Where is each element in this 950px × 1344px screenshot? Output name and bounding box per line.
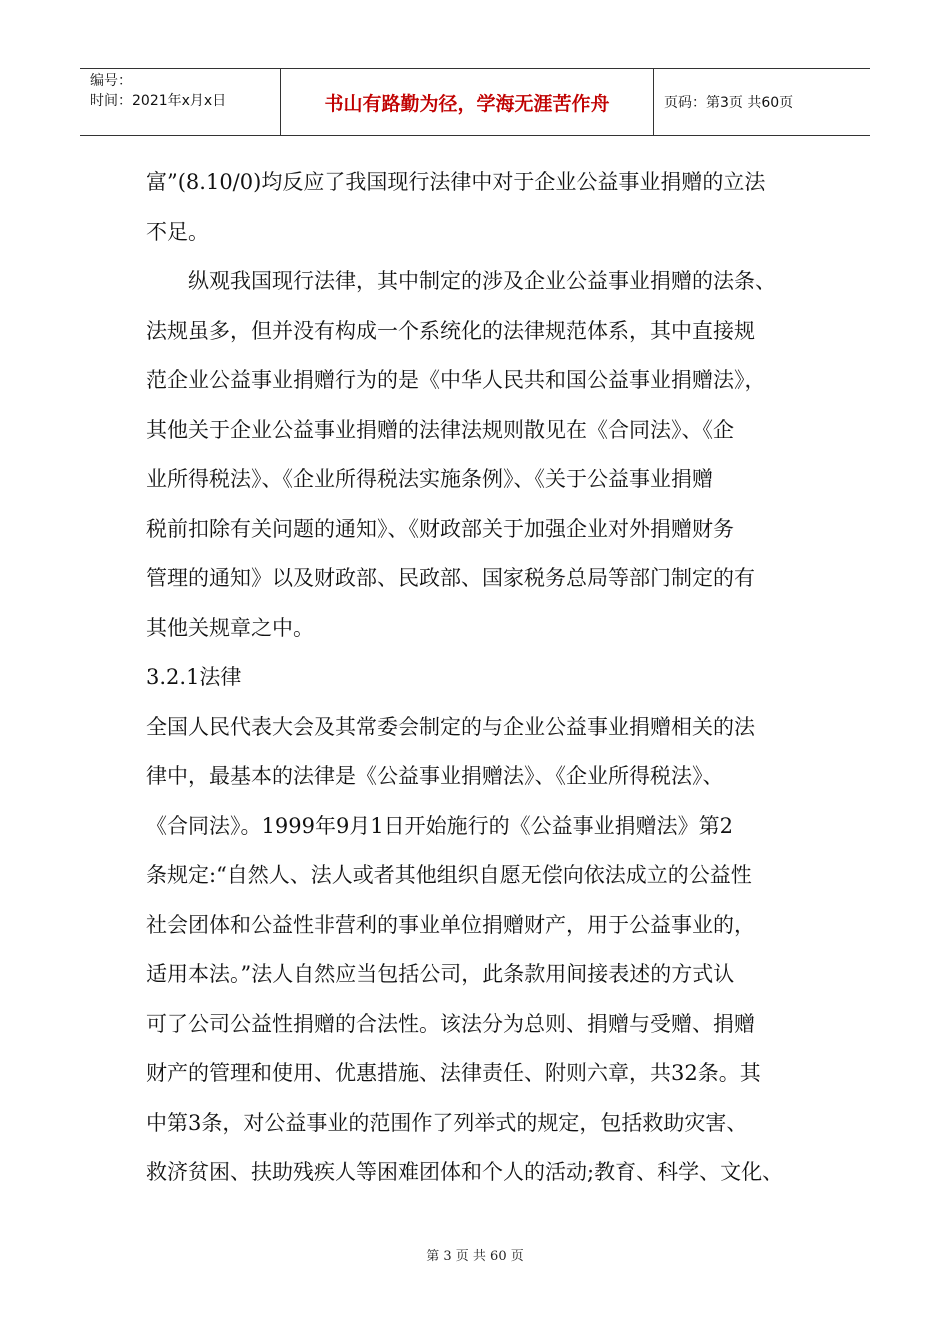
body-line: 可了公司公益性捐赠的合法性。该法分为总则、捐赠与受赠、捐赠 [146, 1011, 755, 1036]
body-line: 律中，最基本的法律是《公益事业捐赠法》、《企业所得税法》、 [146, 764, 724, 788]
body-line: 条规定:“自然人、法人或者其他组织自愿无偿向依法成立的公益性 [146, 863, 752, 887]
header-page-info: 页码：第3页 共60页 [664, 95, 794, 111]
body-line: 法规虽多，但并没有构成一个系统化的法律规范体系，其中直接规 [146, 318, 755, 343]
body-line: 其他关于企业公益事业捐赠的法律法规则散见在《合同法》、《企 [146, 417, 734, 442]
header-motto: 书山有路勤为径，学海无涯苦作舟 [281, 69, 654, 135]
page-footer: 第 3 页 共 60 页 [426, 1249, 524, 1264]
body-line: 业所得税法》、《企业所得税法实施条例》、《关于公益事业捐赠 [146, 467, 713, 491]
body-line: 范企业公益事业捐赠行为的是《中华人民共和国公益事业捐赠法》， [146, 368, 766, 392]
doc-number-label: 编号： [90, 73, 132, 89]
body-line: 不足。 [146, 219, 209, 244]
body-line: 税前扣除有关问题的通知》、《财政部关于加强企业对外捐赠财务 [146, 516, 734, 541]
body-line: 其他关规章之中。 [146, 615, 314, 640]
header-meta [80, 69, 281, 135]
body-line: 财产的管理和使用、优惠措施、法律责任、附则六章，共32条。其 [146, 1061, 761, 1085]
body-line: 《合同法》。1999年9月1日开始施行的《公益事业捐赠法》第2 [146, 813, 734, 838]
section-heading: 3.2.1法律 [146, 665, 242, 689]
doc-time-label: 时间：2021年x月x日 [90, 93, 227, 109]
body-line: 纵观我国现行法律，其中制定的涉及企业公益事业捐赠的法条、 [146, 269, 776, 293]
header-table [80, 68, 870, 136]
document-body [146, 158, 826, 1198]
body-line: 社会团体和公益性非营利的事业单位捐赠财产，用于公益事业的， [146, 912, 755, 937]
body-line: 适用本法。”法人自然应当包括公司，此条款用间接表述的方式认 [146, 962, 735, 986]
body-line: 救济贫困、扶助残疾人等困难团体和个人的活动;教育、科学、文化、 [146, 1160, 784, 1184]
body-line: 管理的通知》以及财政部、民政部、国家税务总局等部门制定的有 [146, 566, 755, 590]
body-line: 中第3条，对公益事业的范围作了列举式的规定，包括救助灾害、 [146, 1110, 748, 1135]
body-line: 全国人民代表大会及其常委会制定的与企业公益事业捐赠相关的法 [146, 714, 755, 739]
body-line: 富”(8.10/0)均反应了我国现行法律中对于企业公益事业捐赠的立法 [146, 170, 766, 194]
